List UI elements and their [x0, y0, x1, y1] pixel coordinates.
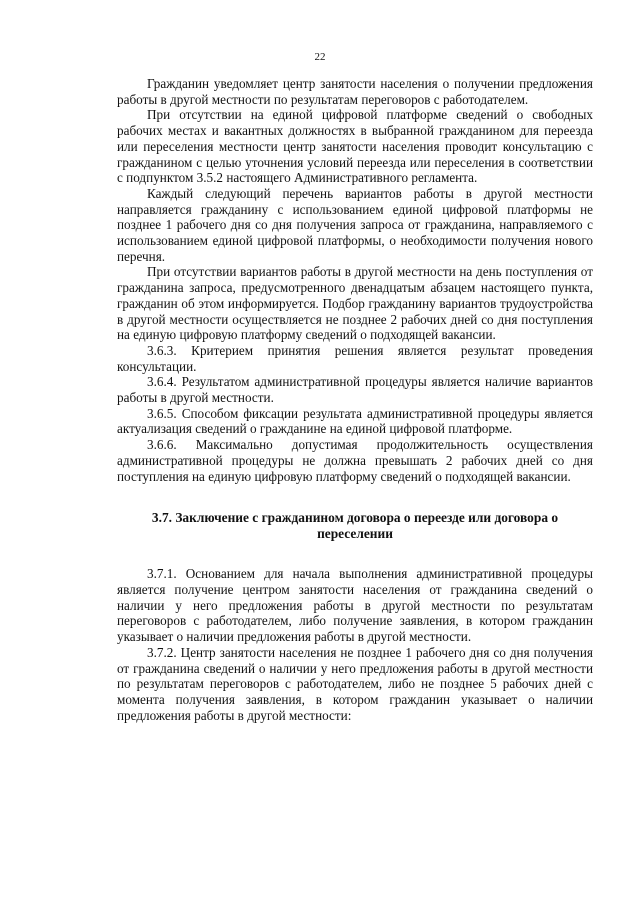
paragraph: Каждый следующий перечень вариантов работы в другой местности направляется гражданину с использованием единой цифровой платформы не позднее 1 рабочего дня со дня получения запроса от гражданина, направляемого с использованием единой цифровой платформы, о необходимости получения нового перечня.: [117, 185, 593, 264]
paragraph-3-6-4: 3.6.4. Результатом административной процедуры является наличие вариантов работы в другой местности.: [117, 374, 593, 406]
paragraph-3-6-5: 3.6.5. Способом фиксации результата административной процедуры является актуализация сведений о гражданине на единой цифровой платформе.: [117, 405, 593, 437]
paragraph: При отсутствии на единой цифровой платформе сведений о свободных рабочих местах и вакантных должностях в выбранной гражданином для переезда или переселения местности центр занятости населения проводит консультацию с гражданином с целью уточнения условий переезда или переселения в соответствии с подпунктом 3.5.2 настоящего Административного регламента.: [117, 107, 593, 186]
paragraph-3-7-2: 3.7.2. Центр занятости населения не позднее 1 рабочего дня со дня получения от гражданина сведений о наличии у него предложения работы в другой местности по результатам переговоров с работодателем, либо не позднее 5 рабочих дней с момента получения заявления, в котором гражданин указывает о наличии предложения работы в другой местности:: [117, 644, 593, 723]
section-heading-3-7: 3.7. Заключение с гражданином договора о переезде или договора о переселении: [151, 510, 559, 542]
page-body: [117, 76, 593, 723]
paragraph-3-6-3: 3.6.3. Критерием принятия решения является результат проведения консультации.: [117, 342, 593, 374]
paragraph: Гражданин уведомляет центр занятости населения о получении предложения работы в другой местности по результатам переговоров с работодателем.: [117, 76, 593, 107]
paragraph: При отсутствии вариантов работы в другой местности на день поступления от гражданина запроса, предусмотренного двенадцатым абзацем настоящего пункта, гражданин об этом информируется. Подбор гражданину вариантов трудоустройства в другой местности осуществляется не позднее 2 рабочих дней со дня поступления на единую цифровую платформу сведений о подходящей вакансии.: [117, 264, 593, 343]
page-number: 22: [314, 51, 326, 63]
paragraph-3-7-1: 3.7.1. Основанием для начала выполнения административной процедуры является получение центром занятости населения от гражданина сведений о наличии у него предложения работы в другой местности по результатам переговоров с работодателем, либо получение заявления, в котором гражданин указывает о наличии предложения работы в другой местности.: [117, 566, 593, 645]
paragraph-3-6-6: 3.6.6. Максимально допустимая продолжительность осуществления административной процедуры не должна превышать 2 рабочих дней со дня поступления на единую цифровую платформу сведений о подходящей вакансии.: [117, 437, 593, 484]
